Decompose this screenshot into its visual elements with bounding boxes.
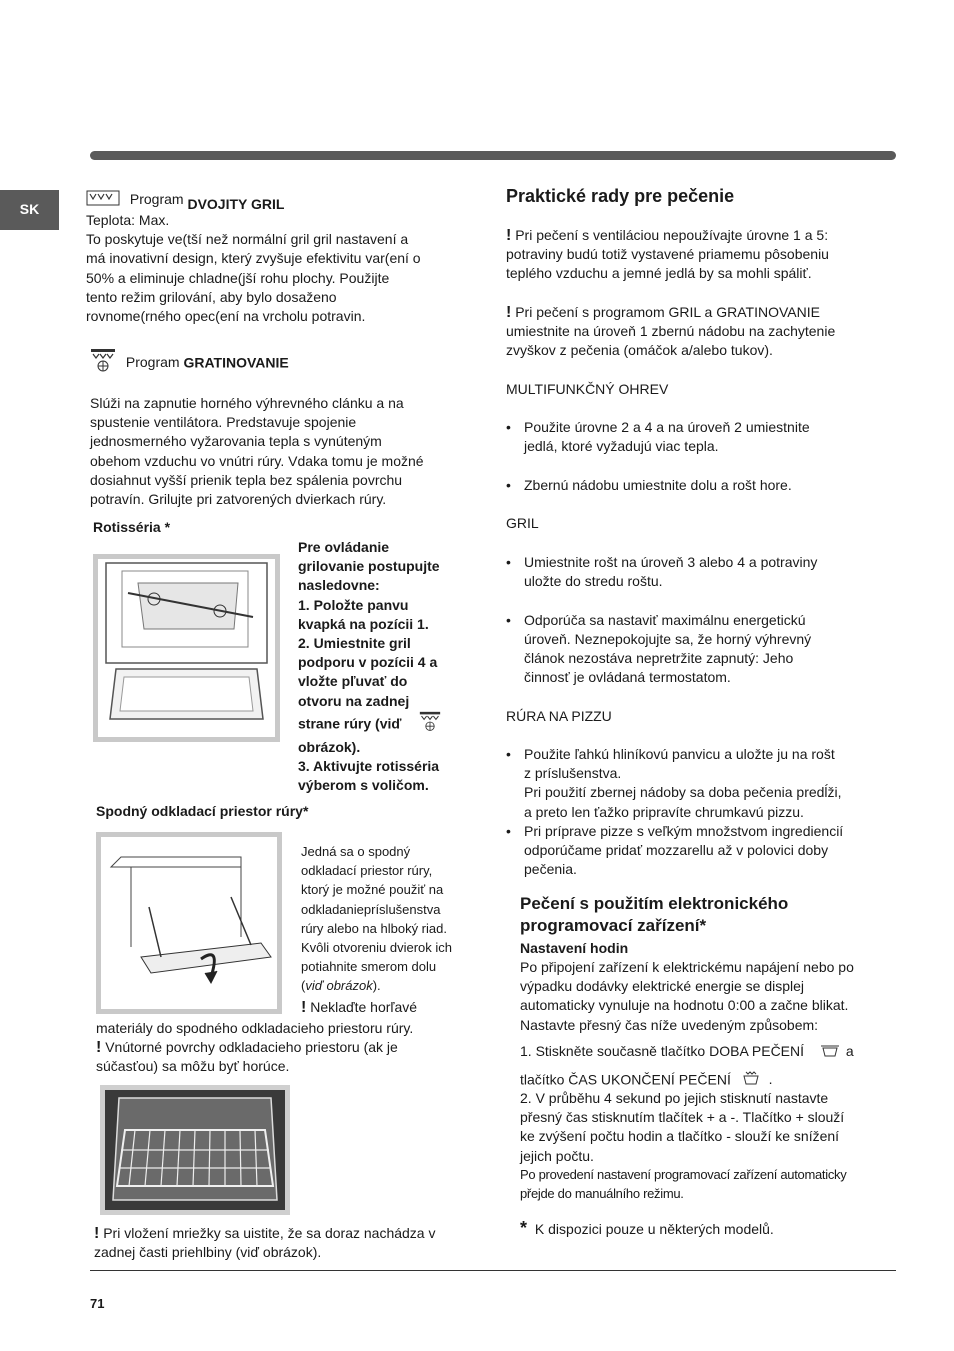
text-line: dosiahnut vyšší prienik tepla bez spálenia povrchu — [90, 471, 403, 488]
step-line: otvoru na zadnej — [298, 692, 410, 709]
storage-warning-1a: ! Neklaďte horľavé — [301, 999, 418, 1016]
oven-rack-illustration — [100, 1085, 290, 1215]
text-line: potiahnite smerom dolu — [301, 959, 437, 975]
multifunction-list — [506, 418, 891, 495]
text-line: odkladaniepríslušenstva — [301, 901, 441, 917]
text-line: tento režim grilování, aby bylo dosaženo — [86, 288, 337, 305]
storage-drawer-illustration — [96, 832, 282, 1014]
text-line: rovnome(rného opec(ení na vrcholu potravin. — [86, 308, 366, 325]
gril-title: GRIL — [506, 515, 539, 531]
storage-heading: Spodný odkladací priestor rúry* — [96, 803, 309, 819]
step-line: 2. Umiestnite gril — [298, 635, 411, 652]
dvojity-gril-heading — [86, 190, 284, 211]
text-line: rúry alebo na hlboký riad. — [301, 920, 447, 936]
step-1-cont: tlačítko ČAS UKONČENÍ PEČENÍ . — [520, 1070, 895, 1091]
text-line: má inovativní design, který zvyšuje efektivitu var(ení o — [86, 250, 421, 267]
page-number: 71 — [90, 1296, 105, 1311]
language-tab: SK — [0, 190, 59, 230]
list-item: • Použite ľahkú hliníkovú panvicu a uložte ju na rošt z príslušenstva. Pri použití zbernej nádoby sa doba pečenia predĺži, a preto len ťažko pripravíte chrumkavú pizzu. — [506, 745, 891, 822]
program-title: DVOJITY GRIL — [187, 196, 285, 213]
text-line: odkladací priestor rúry, — [301, 863, 433, 879]
text-line: spustenie ventilátora. Predstavuje spojenie — [90, 414, 357, 431]
step-1: 1. Stiskněte současně tlačítko DOBA PEČENÍ a — [520, 1042, 895, 1062]
clock-text: Po připojení zařízení k elektrickému napájení nebo po výpadku dodávky elektrické energie se displej automaticky vynuluje na hodnotu 0:00 a začne blikat. Nastavte přesný čas níže uvedeným způsobem: — [520, 959, 854, 1033]
storage-side-text — [301, 842, 471, 996]
temperature-line: Teplota: Max. — [86, 212, 170, 228]
text-line: ! Vnútorné povrchy odkladacieho priestoru (ak je — [96, 1039, 398, 1057]
text-line: ! Pri vložení mriežky sa uistite, že sa doraz nachádza v — [94, 1225, 436, 1242]
step-line: vložte pľuvať do — [298, 673, 408, 690]
clock-title: Nastavení hodin — [520, 940, 629, 956]
exclamation-icon: ! — [506, 227, 512, 244]
rack-note — [94, 1224, 484, 1262]
top-divider-bar — [90, 151, 896, 160]
programmer-title: Pečení s použitím elektronického programovací zařízení* — [520, 894, 789, 935]
program-title: GRATINOVANIE — [183, 354, 289, 371]
text-line: Slúži na zapnutie horného výhrevného clánku a na — [90, 395, 404, 411]
list-item: • Odporúča sa nastaviť maximálnu energetickú úroveň. Neznepokojujte sa, že horný výhrevný článok nezostáva nepretržite zapnutý: Jeho činnosť je ovládaná termostatom. — [506, 611, 891, 688]
rotisserie-illustration — [93, 554, 280, 742]
grill-fan-icon — [419, 711, 441, 738]
gril-list — [506, 553, 891, 687]
exclamation-icon: ! — [96, 1039, 102, 1057]
auto-mode-note: Po provedení nastavení programovací zařízení automaticky přejde do manuálního režimu. — [520, 1167, 847, 1202]
step-line: strane rúry (viď — [298, 711, 468, 738]
exclamation-icon: ! — [94, 1225, 100, 1242]
rotisseria-heading: Rotisséria * — [93, 519, 171, 535]
rotisseria-steps — [298, 538, 468, 796]
list-item: • Zbernú nádobu umiestnite dolu a rošt hore. — [506, 476, 891, 495]
text-line: ktorý je možné použiť na — [301, 882, 444, 898]
double-grill-icon — [86, 190, 120, 211]
step-line: nasledovne: — [298, 577, 380, 594]
text-line: To poskytuje ve(tší než normální gril gril nastavení a — [86, 231, 409, 248]
step-line: 3. Aktivujte rotisséria — [298, 758, 440, 775]
cooking-duration-icon — [820, 1043, 840, 1062]
step-line: podporu v pozícii 4 a — [298, 654, 438, 671]
storage-warnings — [96, 1019, 476, 1077]
text-line: Kvôli otvoreniu dvierok ich — [301, 940, 453, 956]
pizza-title: RÚRA NA PIZZU — [506, 708, 612, 724]
gratinovanie-text — [90, 394, 480, 509]
step-2: 2. V průběhu 4 sekund po jejich stisknutí nastavte přesný čas stisknutím tlačítek + a -. Tlačítko + slouží ke zvýšení počtu hodin a tlačítko - slouží ke snížení jejich počtu. — [520, 1090, 845, 1164]
tip-1: ! Pri pečení s ventiláciou nepoužívajte úrovne 1 a 5: potraviny budú totiž vystavené priamemu pôsobeniu teplého vzduchu a jemné jedlá by sa mohli spáliť. — [506, 227, 829, 282]
program-prefix: Program — [125, 354, 180, 371]
footnote: * K dispozici pouze u některých modelů. — [520, 1218, 774, 1238]
footnote-star: * — [520, 1218, 528, 1238]
text-line: zadnej časti priehlbiny (viď obrázok). — [94, 1244, 322, 1261]
text-line: obehom vzduchu vo vnútri rúry. Vdaka tomu je možné — [90, 452, 424, 469]
step-line: výberom s voličom. — [298, 777, 429, 794]
text-line: (viď obrázok). — [301, 978, 381, 994]
exclamation-icon: ! — [301, 999, 307, 1016]
text-line: potravín. Grilujte pri zatvorených dvierkach rúry. — [90, 491, 387, 508]
list-item: • Umiestnite rošt na úroveň 3 alebo 4 a potraviny uložte do stredu roštu. — [506, 553, 891, 591]
multifunction-title: MULTIFUNKČNÝ OHREV — [506, 381, 669, 397]
bottom-divider — [90, 1270, 896, 1271]
list-item: • Pri príprave pizze s veľkým množstvom ingrediencií odporúčame pridať mozzarellu až v polovici doby pečenia. — [506, 822, 891, 880]
gratinovanie-heading — [90, 348, 289, 379]
step-line: grilovanie postupujte — [298, 558, 440, 575]
exclamation-icon: ! — [506, 304, 512, 321]
step-line: 1. Položte panvu — [298, 596, 409, 613]
text-line: Jedná sa o spodný — [301, 844, 411, 859]
text-line: jednosmerného vyžarovania tepla s vynúteným — [90, 433, 382, 450]
tip-2: ! Pri pečení s programom GRIL a GRATINOVANIE umiestnite na úroveň 1 zbernú nádobu na zachytenie zvyškov z pečenia (omáčok a/alebo tukov). — [506, 304, 836, 359]
pizza-list — [506, 745, 891, 879]
text-line: 50% a eliminuje chladne(jší rohu plochy. Použijte — [86, 269, 390, 286]
text-line: materiály do spodného odkladacieho priestoru rúry. — [96, 1020, 414, 1036]
list-item: • Použite úrovne 2 a 4 a na úroveň 2 umiestnite jedlá, ktoré vyžadujú viac tepla. — [506, 418, 891, 456]
tips-title: Praktické rady pre pečenie — [506, 186, 735, 206]
dvojity-gril-text — [86, 211, 476, 326]
step-line: obrázok). — [298, 739, 361, 756]
step-line: Pre ovládanie — [298, 539, 390, 555]
text-line: súčasťou) sa môžu byť horúce. — [96, 1058, 290, 1075]
program-prefix: Program — [129, 191, 184, 208]
grill-fan-icon — [90, 348, 116, 379]
step-line: kvapká na pozícii 1. — [298, 615, 429, 632]
